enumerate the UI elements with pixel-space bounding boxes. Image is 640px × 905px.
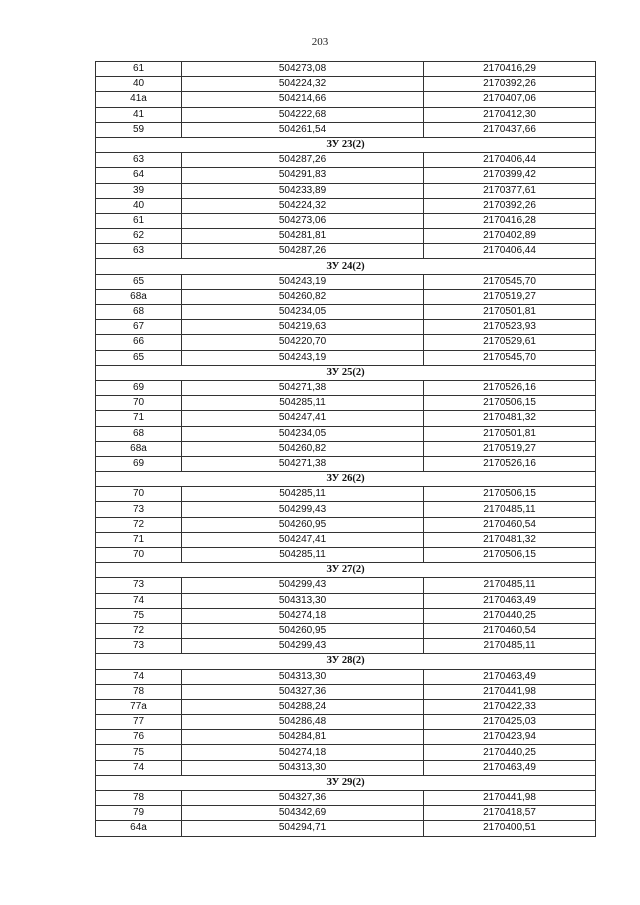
table-row [96, 623, 596, 638]
table-row [96, 335, 596, 350]
table-row [96, 532, 596, 547]
table-row [96, 122, 596, 137]
y-coordinate-cell: 2170402,89 [424, 229, 596, 244]
point-number-cell: 72 [96, 517, 182, 532]
y-coordinate-cell: 2170437,66 [424, 122, 596, 137]
x-coordinate-cell: 504313,30 [182, 760, 424, 775]
x-coordinate-cell: 504342,69 [182, 806, 424, 821]
y-coordinate-cell: 2170460,54 [424, 623, 596, 638]
table-row [96, 593, 596, 608]
page-number: 203 [311, 36, 329, 48]
section-header-row [96, 472, 596, 487]
y-coordinate-cell: 2170463,49 [424, 669, 596, 684]
section-header-row [96, 775, 596, 790]
coordinates-table [95, 61, 596, 837]
x-coordinate-cell: 504287,26 [182, 244, 424, 259]
y-coordinate-cell: 2170506,15 [424, 548, 596, 563]
y-coordinate-cell: 2170501,81 [424, 426, 596, 441]
table-row [96, 274, 596, 289]
x-coordinate-cell: 504233,89 [182, 183, 424, 198]
y-coordinate-cell: 2170406,44 [424, 244, 596, 259]
y-coordinate-cell: 2170392,26 [424, 77, 596, 92]
x-coordinate-cell: 504219,63 [182, 320, 424, 335]
x-coordinate-cell: 504285,11 [182, 487, 424, 502]
table-row [96, 153, 596, 168]
x-coordinate-cell: 504286,48 [182, 715, 424, 730]
table-row [96, 487, 596, 502]
x-coordinate-cell: 504285,11 [182, 396, 424, 411]
y-coordinate-cell: 2170545,70 [424, 274, 596, 289]
x-coordinate-cell: 504222,68 [182, 107, 424, 122]
y-coordinate-cell: 2170412,30 [424, 107, 596, 122]
section-header-row [96, 654, 596, 669]
point-number-cell: 66 [96, 335, 182, 350]
point-number-cell: 70 [96, 396, 182, 411]
point-number-cell: 73 [96, 639, 182, 654]
x-coordinate-cell: 504327,36 [182, 791, 424, 806]
x-coordinate-cell: 504220,70 [182, 335, 424, 350]
point-number-cell: 75 [96, 608, 182, 623]
y-coordinate-cell: 2170506,15 [424, 487, 596, 502]
point-number-cell: 39 [96, 183, 182, 198]
table-row [96, 699, 596, 714]
point-number-cell: 79 [96, 806, 182, 821]
y-coordinate-cell: 2170526,16 [424, 456, 596, 471]
section-title: ЗУ 24(2) [96, 259, 596, 274]
x-coordinate-cell: 504247,41 [182, 532, 424, 547]
x-coordinate-cell: 504214,66 [182, 92, 424, 107]
point-number-cell: 76 [96, 730, 182, 745]
point-number-cell: 77а [96, 699, 182, 714]
y-coordinate-cell: 2170519,27 [424, 441, 596, 456]
point-number-cell: 68 [96, 305, 182, 320]
table-row [96, 578, 596, 593]
table-row [96, 107, 596, 122]
x-coordinate-cell: 504299,43 [182, 502, 424, 517]
table-row [96, 305, 596, 320]
table-row [96, 517, 596, 532]
x-coordinate-cell: 504274,18 [182, 608, 424, 623]
x-coordinate-cell: 504294,71 [182, 821, 424, 836]
point-number-cell: 70 [96, 548, 182, 563]
point-number-cell: 74 [96, 760, 182, 775]
y-coordinate-cell: 2170485,11 [424, 502, 596, 517]
x-coordinate-cell: 504271,38 [182, 380, 424, 395]
y-coordinate-cell: 2170418,57 [424, 806, 596, 821]
table-row [96, 426, 596, 441]
x-coordinate-cell: 504299,43 [182, 639, 424, 654]
x-coordinate-cell: 504274,18 [182, 745, 424, 760]
point-number-cell: 64 [96, 168, 182, 183]
table-row [96, 745, 596, 760]
table-row [96, 244, 596, 259]
x-coordinate-cell: 504291,83 [182, 168, 424, 183]
x-coordinate-cell: 504260,95 [182, 517, 424, 532]
x-coordinate-cell: 504243,19 [182, 274, 424, 289]
point-number-cell: 59 [96, 122, 182, 137]
y-coordinate-cell: 2170481,32 [424, 532, 596, 547]
table-row [96, 168, 596, 183]
section-title: ЗУ 27(2) [96, 563, 596, 578]
y-coordinate-cell: 2170425,03 [424, 715, 596, 730]
y-coordinate-cell: 2170416,28 [424, 213, 596, 228]
point-number-cell: 68а [96, 289, 182, 304]
section-title: ЗУ 23(2) [96, 137, 596, 152]
point-number-cell: 74 [96, 669, 182, 684]
section-header-row [96, 563, 596, 578]
y-coordinate-cell: 2170529,61 [424, 335, 596, 350]
y-coordinate-cell: 2170407,06 [424, 92, 596, 107]
point-number-cell: 77 [96, 715, 182, 730]
section-title: ЗУ 26(2) [96, 472, 596, 487]
x-coordinate-cell: 504234,05 [182, 305, 424, 320]
point-number-cell: 73 [96, 578, 182, 593]
x-coordinate-cell: 504247,41 [182, 411, 424, 426]
table-row [96, 669, 596, 684]
x-coordinate-cell: 504224,32 [182, 198, 424, 213]
table-row [96, 411, 596, 426]
point-number-cell: 71 [96, 411, 182, 426]
x-coordinate-cell: 504271,38 [182, 456, 424, 471]
table-row [96, 380, 596, 395]
point-number-cell: 65 [96, 350, 182, 365]
section-title: ЗУ 25(2) [96, 365, 596, 380]
y-coordinate-cell: 2170485,11 [424, 639, 596, 654]
y-coordinate-cell: 2170440,25 [424, 608, 596, 623]
x-coordinate-cell: 504281,81 [182, 229, 424, 244]
point-number-cell: 63 [96, 244, 182, 259]
point-number-cell: 41 [96, 107, 182, 122]
point-number-cell: 73 [96, 502, 182, 517]
table-row [96, 456, 596, 471]
x-coordinate-cell: 504273,06 [182, 213, 424, 228]
x-coordinate-cell: 504327,36 [182, 684, 424, 699]
point-number-cell: 62 [96, 229, 182, 244]
x-coordinate-cell: 504243,19 [182, 350, 424, 365]
point-number-cell: 40 [96, 77, 182, 92]
y-coordinate-cell: 2170392,26 [424, 198, 596, 213]
x-coordinate-cell: 504260,95 [182, 623, 424, 638]
point-number-cell: 40 [96, 198, 182, 213]
section-title: ЗУ 28(2) [96, 654, 596, 669]
table-row [96, 791, 596, 806]
y-coordinate-cell: 2170441,98 [424, 684, 596, 699]
table-row [96, 548, 596, 563]
table-row [96, 77, 596, 92]
x-coordinate-cell: 504284,81 [182, 730, 424, 745]
point-number-cell: 67 [96, 320, 182, 335]
y-coordinate-cell: 2170406,44 [424, 153, 596, 168]
table-row [96, 62, 596, 77]
y-coordinate-cell: 2170519,27 [424, 289, 596, 304]
point-number-cell: 68а [96, 441, 182, 456]
table-row [96, 639, 596, 654]
x-coordinate-cell: 504287,26 [182, 153, 424, 168]
x-coordinate-cell: 504285,11 [182, 548, 424, 563]
table-row [96, 92, 596, 107]
x-coordinate-cell: 504288,24 [182, 699, 424, 714]
y-coordinate-cell: 2170506,15 [424, 396, 596, 411]
table-row [96, 441, 596, 456]
x-coordinate-cell: 504299,43 [182, 578, 424, 593]
table-row [96, 198, 596, 213]
x-coordinate-cell: 504234,05 [182, 426, 424, 441]
y-coordinate-cell: 2170526,16 [424, 380, 596, 395]
point-number-cell: 69 [96, 380, 182, 395]
coordinates-table-body [96, 62, 596, 837]
y-coordinate-cell: 2170463,49 [424, 760, 596, 775]
x-coordinate-cell: 504313,30 [182, 669, 424, 684]
y-coordinate-cell: 2170441,98 [424, 791, 596, 806]
y-coordinate-cell: 2170485,11 [424, 578, 596, 593]
point-number-cell: 70 [96, 487, 182, 502]
y-coordinate-cell: 2170422,33 [424, 699, 596, 714]
point-number-cell: 61 [96, 213, 182, 228]
table-row [96, 684, 596, 699]
y-coordinate-cell: 2170463,49 [424, 593, 596, 608]
point-number-cell: 64а [96, 821, 182, 836]
point-number-cell: 78 [96, 684, 182, 699]
x-coordinate-cell: 504224,32 [182, 77, 424, 92]
y-coordinate-cell: 2170545,70 [424, 350, 596, 365]
point-number-cell: 63 [96, 153, 182, 168]
y-coordinate-cell: 2170423,94 [424, 730, 596, 745]
x-coordinate-cell: 504261,54 [182, 122, 424, 137]
table-row [96, 715, 596, 730]
table-row [96, 289, 596, 304]
y-coordinate-cell: 2170416,29 [424, 62, 596, 77]
x-coordinate-cell: 504260,82 [182, 289, 424, 304]
point-number-cell: 69 [96, 456, 182, 471]
table-row [96, 730, 596, 745]
table-row [96, 229, 596, 244]
point-number-cell: 72 [96, 623, 182, 638]
table-row [96, 183, 596, 198]
table-row [96, 396, 596, 411]
y-coordinate-cell: 2170377,61 [424, 183, 596, 198]
y-coordinate-cell: 2170460,54 [424, 517, 596, 532]
section-title: ЗУ 29(2) [96, 775, 596, 790]
table-row [96, 320, 596, 335]
x-coordinate-cell: 504273,08 [182, 62, 424, 77]
table-row [96, 502, 596, 517]
table-row [96, 806, 596, 821]
section-header-row [96, 365, 596, 380]
y-coordinate-cell: 2170523,93 [424, 320, 596, 335]
point-number-cell: 78 [96, 791, 182, 806]
point-number-cell: 75 [96, 745, 182, 760]
point-number-cell: 41а [96, 92, 182, 107]
point-number-cell: 71 [96, 532, 182, 547]
point-number-cell: 65 [96, 274, 182, 289]
point-number-cell: 74 [96, 593, 182, 608]
y-coordinate-cell: 2170440,25 [424, 745, 596, 760]
y-coordinate-cell: 2170481,32 [424, 411, 596, 426]
y-coordinate-cell: 2170400,51 [424, 821, 596, 836]
table-row [96, 213, 596, 228]
point-number-cell: 61 [96, 62, 182, 77]
table-row [96, 821, 596, 836]
section-header-row [96, 259, 596, 274]
section-header-row [96, 137, 596, 152]
y-coordinate-cell: 2170399,42 [424, 168, 596, 183]
x-coordinate-cell: 504260,82 [182, 441, 424, 456]
table-row [96, 608, 596, 623]
table-row [96, 760, 596, 775]
table-row [96, 350, 596, 365]
point-number-cell: 68 [96, 426, 182, 441]
x-coordinate-cell: 504313,30 [182, 593, 424, 608]
y-coordinate-cell: 2170501,81 [424, 305, 596, 320]
